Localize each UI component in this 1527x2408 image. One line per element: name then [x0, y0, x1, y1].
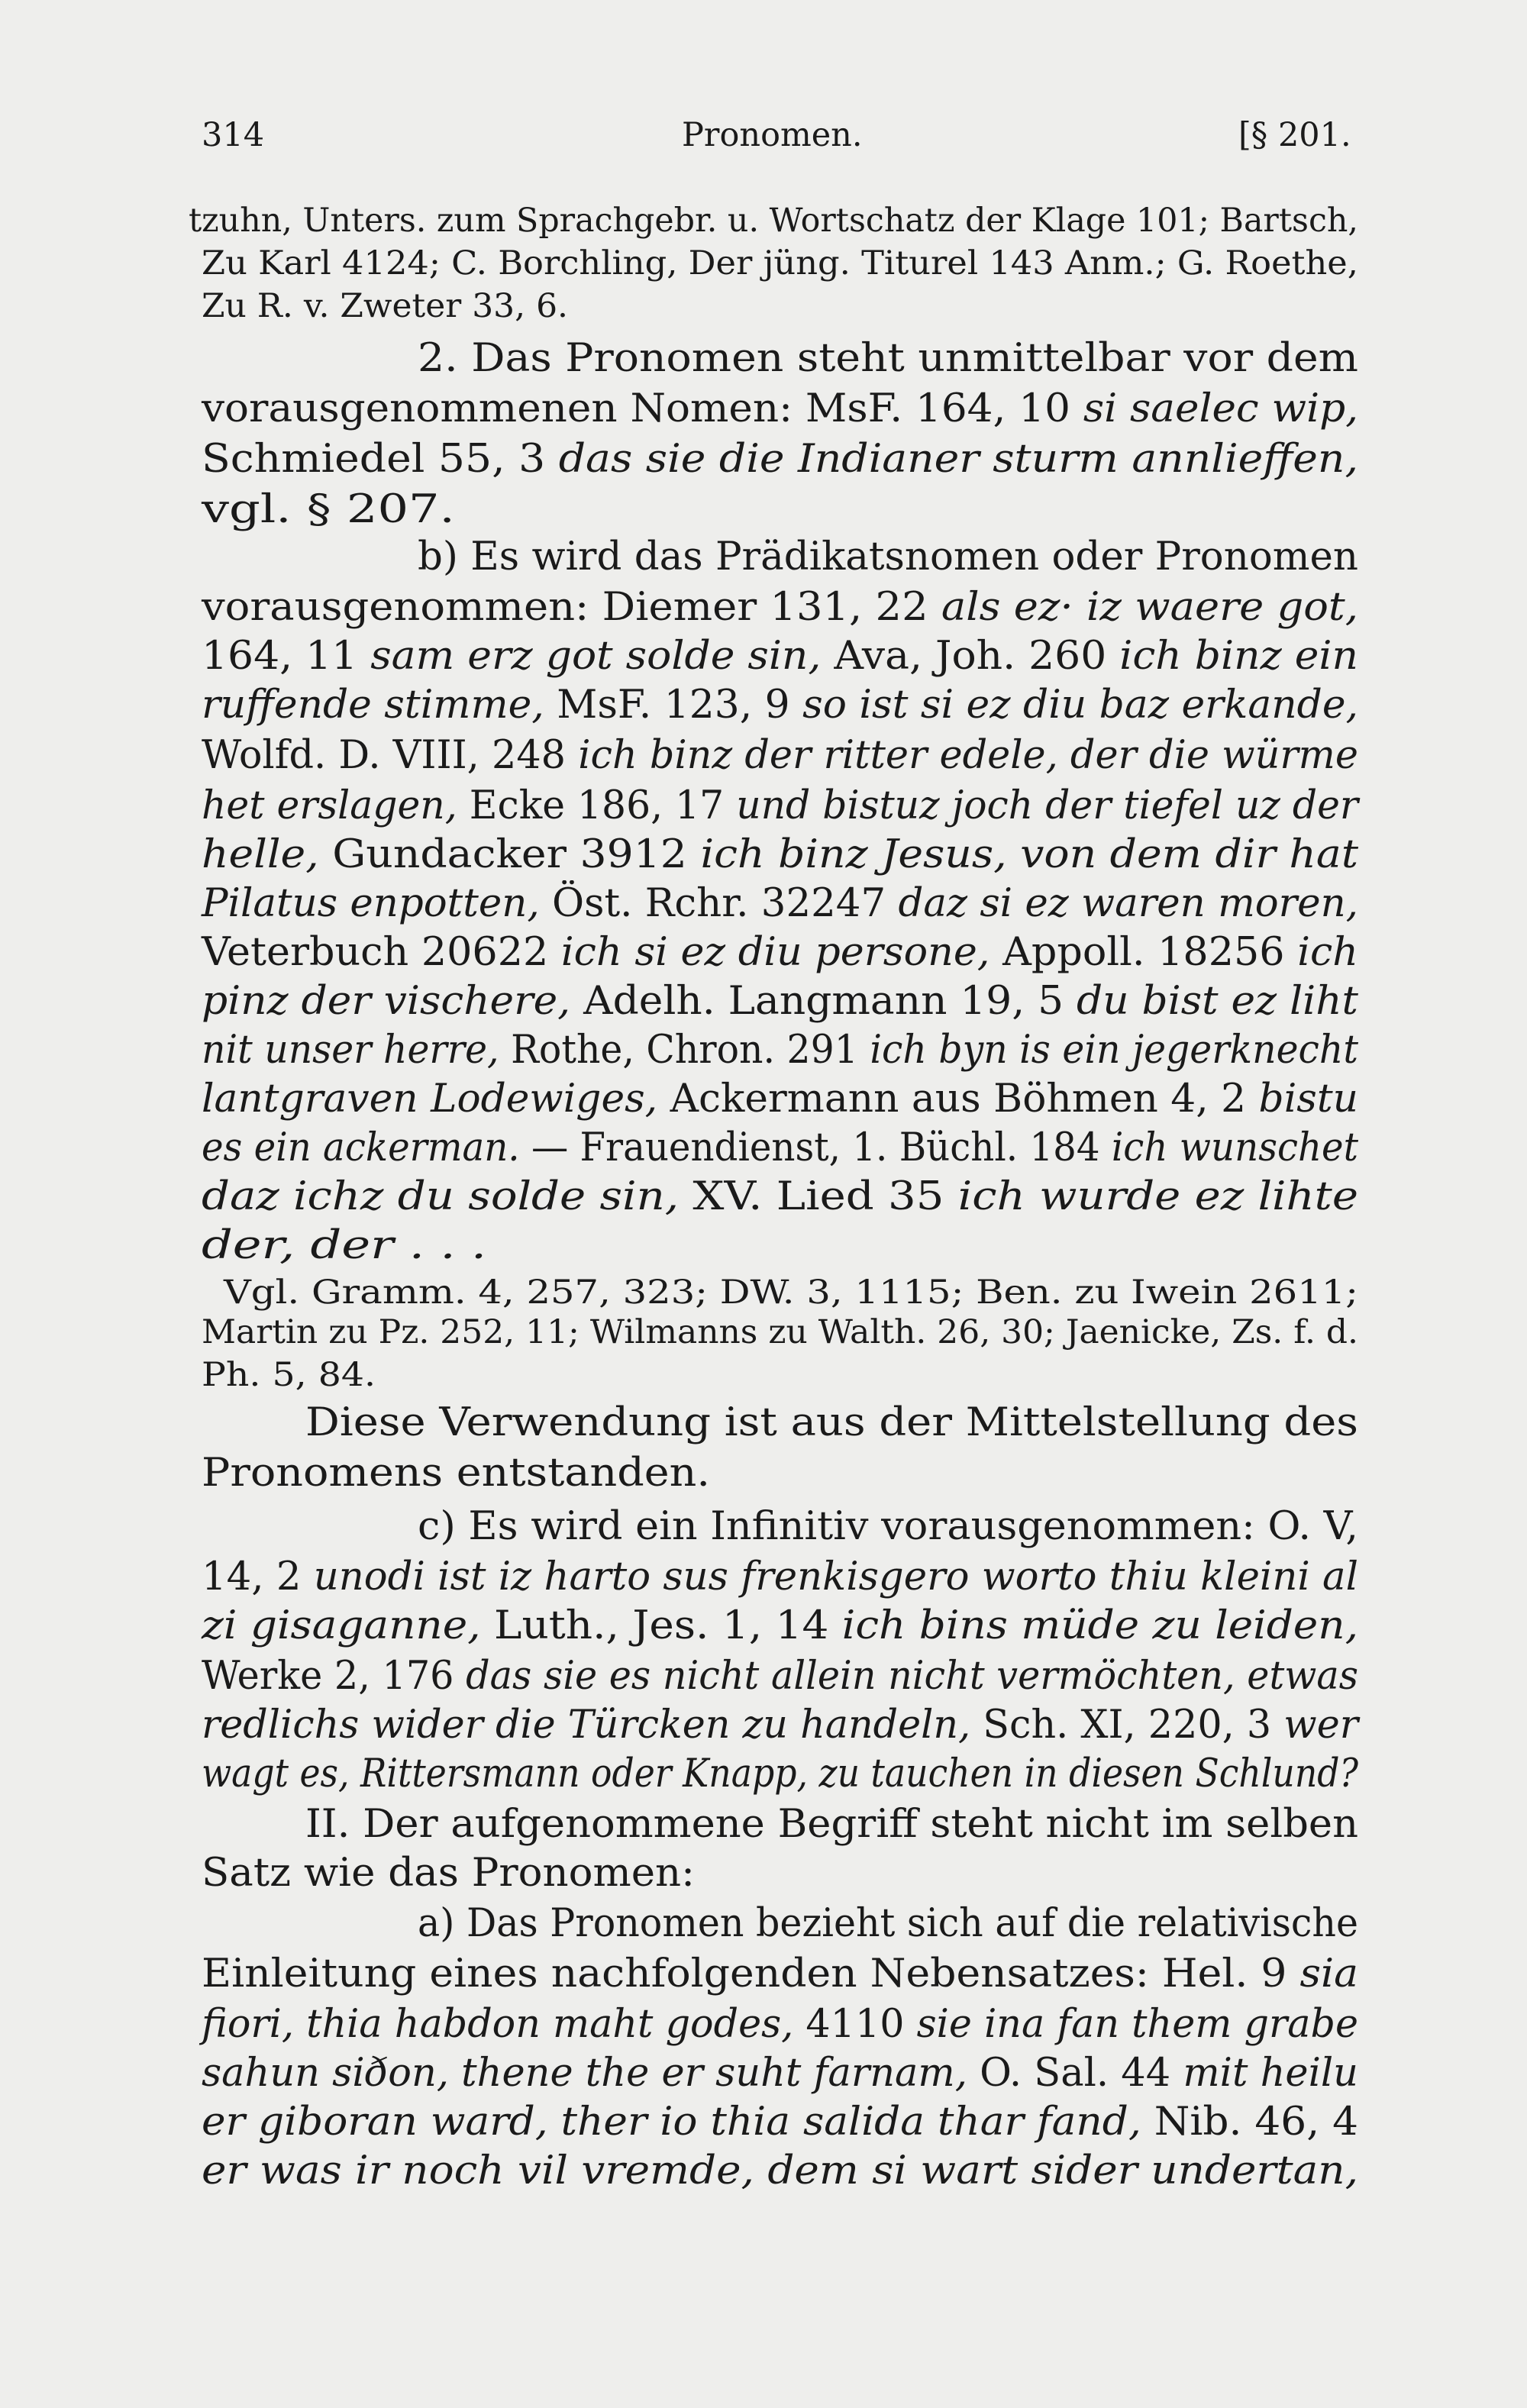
text-line — [202, 1751, 1493, 1796]
text-run: c) Es wird ein Infinitiv vorausgenommen: O. V, — [418, 1504, 1358, 1549]
text-run: vgl. § 207. — [202, 487, 455, 532]
text-run: Öst. Rchr. 32247 — [539, 881, 899, 926]
text-line — [202, 386, 1358, 431]
italic-quotation: fiori, thia habdon maht godes, — [202, 2002, 794, 2047]
text-line — [202, 1851, 695, 1896]
text-line-content — [202, 634, 1358, 679]
text-line — [202, 1451, 710, 1496]
text-run: MsF. 123, 9 — [544, 683, 803, 728]
text-line — [202, 1654, 1399, 1699]
text-line — [202, 2100, 1358, 2145]
text-line-content — [305, 1802, 1358, 1847]
italic-quotation: ich bins müde zu leiden, — [841, 1603, 1358, 1648]
text-line — [202, 1313, 1358, 1351]
text-run: tzuhn, Unters. zum Sprachgebr. u. Wortschatz der Klage 101; Bartsch, — [189, 202, 1358, 240]
italic-quotation: daz ichz du solde sin, — [202, 1174, 680, 1219]
text-run: Rothe, Chron. 291 — [499, 1028, 870, 1073]
text-line-content — [224, 1273, 1358, 1312]
text-run: Schmiedel 55, 3 — [202, 437, 559, 482]
italic-quotation: bistu — [1258, 1076, 1358, 1122]
text-line — [202, 979, 1358, 1024]
text-line-content — [418, 336, 1358, 381]
section-reference: [§ 201. — [1238, 116, 1351, 154]
page-number: 314 — [202, 116, 265, 154]
italic-quotation: ich wurde ez lihte — [957, 1174, 1358, 1219]
italic-quotation: der, der . . . — [202, 1223, 487, 1268]
text-run: a) Das Pronomen bezieht sich auf die relativische — [418, 1901, 1358, 1946]
text-run: Sch. XI, 220, 3 — [970, 1703, 1284, 1748]
text-run: Wolfd. D. VIII, 248 — [202, 733, 579, 778]
text-line-content — [202, 1603, 1358, 1648]
text-line-content — [202, 2002, 1358, 2047]
text-line — [202, 1028, 1409, 1073]
italic-quotation: das sie es nicht allein nicht vermöchten, etwas — [466, 1654, 1359, 1699]
text-line — [418, 1504, 1358, 1549]
text-line — [202, 2148, 1358, 2193]
italic-quotation: het erslagen, — [202, 783, 457, 828]
text-line-content — [202, 1703, 1358, 1748]
italic-quotation: Pilatus enpotten, — [202, 881, 540, 926]
text-line — [202, 1174, 1358, 1219]
text-run: Adelh. Langmann 19, 5 — [570, 979, 1077, 1024]
text-line-content — [202, 2100, 1358, 2145]
text-line — [202, 930, 1359, 975]
text-line — [418, 534, 1358, 579]
text-line — [202, 832, 1358, 877]
text-line — [202, 1703, 1364, 1748]
text-line-content — [202, 1313, 1358, 1351]
italic-quotation: ich byn is ein jegerknecht — [870, 1028, 1358, 1073]
text-line — [202, 1356, 376, 1394]
italic-quotation: wagt es, Rittersmann oder Knapp, zu tauchen in diesen Schlund? — [202, 1751, 1358, 1796]
text-run: Zu Karl 4124; C. Borchling, Der jüng. Titurel 143 Anm.; G. Roethe, — [202, 244, 1359, 282]
text-line — [418, 336, 1358, 381]
text-line-content — [202, 1451, 710, 1496]
italic-quotation: sie ina fan them grabe — [916, 2002, 1358, 2047]
text-line — [202, 287, 568, 325]
text-line-content — [189, 202, 1358, 240]
text-run: Ackermann aus Böhmen 4, 2 — [657, 1076, 1259, 1122]
text-line-content — [305, 1400, 1358, 1445]
text-line-content — [202, 1356, 376, 1394]
italic-quotation: ich — [1297, 930, 1359, 975]
text-line-content — [202, 1028, 1358, 1073]
text-line — [418, 1901, 1396, 1946]
text-line-content — [418, 534, 1358, 579]
text-line — [202, 1125, 1424, 1170]
italic-quotation: und bistuz joch der tiefel uz der — [736, 783, 1358, 828]
text-line-content — [202, 2148, 1358, 2193]
italic-quotation: si saelec wip, — [1083, 386, 1358, 431]
italic-quotation: so ist si ez diu baz erkande, — [802, 683, 1358, 728]
italic-quotation: ich si ez diu persone, — [560, 930, 990, 975]
italic-quotation: sahun siðon, thene the er suht farnam, — [202, 2051, 967, 2096]
text-line — [305, 1802, 1358, 1847]
text-line-content — [202, 386, 1358, 431]
text-run: Martin zu Pz. 252, 11; Wilmanns zu Walth. 26, 30; Jaenicke, Zs. f. d. — [202, 1313, 1358, 1351]
text-run: Satz wie das Pronomen: — [202, 1851, 695, 1896]
italic-quotation: ich binz Jesus, von dem dir hat — [700, 832, 1358, 877]
italic-quotation: sam erz got solde sin, — [370, 634, 822, 679]
text-run: Werke 2, 176 — [202, 1654, 466, 1699]
text-line-content — [202, 487, 455, 532]
text-run: Ph. 5, 84. — [202, 1356, 376, 1394]
italic-quotation: mit heilu — [1183, 2051, 1358, 2096]
italic-quotation: nit unser herre, — [202, 1028, 499, 1073]
text-line-content — [202, 1223, 487, 1268]
text-run: vorausgenommenen Nomen: MsF. 164, 10 — [202, 386, 1083, 431]
text-run: 2. Das Pronomen steht unmittelbar vor dem — [418, 336, 1358, 381]
text-run: 164, 11 — [202, 634, 371, 679]
text-line — [202, 783, 1374, 828]
italic-quotation: daz si ez waren moren, — [898, 881, 1359, 926]
italic-quotation: er giboran ward, ther io thia salida thar fand, — [202, 2100, 1141, 2145]
text-line — [202, 683, 1358, 728]
text-line-content — [202, 881, 1359, 926]
text-line-content — [202, 585, 1358, 630]
text-run: Einleitung eines nachfolgenden Nebensatzes: Hel. 9 — [202, 1951, 1300, 1996]
text-run: Gundacker 3912 — [318, 832, 701, 877]
text-run: Nib. 46, 4 — [1141, 2100, 1358, 2145]
text-run: O. Sal. 44 — [967, 2051, 1183, 2096]
italic-quotation: ich binz ein — [1119, 634, 1358, 679]
text-line — [202, 2002, 1364, 2047]
italic-quotation: es ein ackerman. — [202, 1125, 520, 1170]
text-line — [202, 2051, 1359, 2096]
text-line-content — [202, 1654, 1359, 1699]
text-run: — Frauendienst, 1. Büchl. 184 — [519, 1125, 1112, 1170]
text-line — [224, 1273, 1358, 1312]
text-run: XV. Lied 35 — [679, 1174, 958, 1219]
text-line-content — [418, 1504, 1358, 1549]
text-run: Luth., Jes. 1, 14 — [480, 1603, 842, 1648]
text-run: Zu R. v. Zweter 33, 6. — [202, 287, 568, 325]
text-line-content — [202, 437, 1358, 482]
italic-quotation: unodi ist iz harto sus frenkisgero worto thiu kleini al — [313, 1554, 1359, 1599]
text-run: vorausgenommen: Diemer 131, 22 — [202, 585, 941, 630]
text-line-content — [202, 2051, 1358, 2096]
text-line-content — [202, 683, 1358, 728]
text-line-content — [202, 244, 1359, 282]
italic-quotation: er was ir noch vil vremde, dem si wart sider undertan, — [202, 2148, 1358, 2193]
text-run: Diese Verwendung ist aus der Mittelstellung des — [305, 1400, 1358, 1445]
text-line — [202, 244, 1359, 282]
italic-quotation: du bist ez liht — [1077, 979, 1358, 1024]
text-run: Ava, Joh. 260 — [821, 634, 1120, 679]
text-line-content — [202, 733, 1358, 778]
text-line — [202, 437, 1358, 482]
text-run: II. Der aufgenommene Begriff steht nicht im selben — [305, 1802, 1358, 1847]
text-line-content — [202, 1554, 1359, 1599]
italic-quotation: sia — [1299, 1951, 1358, 1996]
text-run: b) Es wird das Prädikatsnomen oder Pronomen — [418, 534, 1358, 579]
text-line — [202, 733, 1361, 778]
text-run: Vgl. Gramm. 4, 257, 323; DW. 3, 1115; Ben. zu Iwein 2611; — [224, 1273, 1358, 1312]
text-line — [202, 1223, 487, 1268]
text-line — [202, 487, 455, 532]
text-line-content — [202, 1951, 1358, 1996]
text-run: 4110 — [793, 2002, 917, 2047]
italic-quotation: redlichs wider die Türcken zu handeln, — [202, 1703, 971, 1748]
running-title: Pronomen. — [682, 116, 863, 154]
italic-quotation: zi gisaganne, — [202, 1603, 481, 1648]
text-line — [189, 202, 1366, 240]
text-line — [305, 1400, 1358, 1445]
text-line-content — [202, 832, 1358, 877]
italic-quotation: ich binz der ritter edele, der die würme — [578, 733, 1358, 778]
text-line — [202, 585, 1358, 630]
text-line — [202, 1951, 1358, 1996]
italic-quotation: ruffende stimme, — [202, 683, 544, 728]
italic-quotation: als ez· iz waere got, — [941, 585, 1358, 630]
text-run: Appoll. 18256 — [989, 930, 1298, 975]
italic-quotation: wer — [1283, 1703, 1358, 1748]
text-run: 14, 2 — [202, 1554, 314, 1599]
text-line — [202, 1076, 1358, 1122]
italic-quotation: pinz der vischere, — [202, 979, 571, 1024]
italic-quotation: ich wunschet — [1111, 1125, 1358, 1170]
text-line-content — [202, 1751, 1358, 1796]
text-run: Pronomens entstanden. — [202, 1451, 710, 1496]
text-line — [202, 881, 1359, 926]
text-line — [202, 634, 1358, 679]
text-run: Ecke 186, 17 — [457, 783, 737, 828]
text-line-content — [202, 930, 1359, 975]
text-line — [202, 1603, 1358, 1648]
text-line-content — [202, 1125, 1358, 1170]
italic-quotation: das sie die Indianer sturm annlieffen, — [558, 437, 1358, 482]
italic-quotation: helle, — [202, 832, 319, 877]
italic-quotation: lantgraven Lodewiges, — [202, 1076, 658, 1122]
text-line-content — [202, 783, 1358, 828]
text-line — [202, 1554, 1359, 1599]
text-line-content — [418, 1901, 1358, 1946]
text-line-content — [202, 1174, 1358, 1219]
text-line-content — [202, 979, 1358, 1024]
text-line-content — [202, 1851, 695, 1896]
text-line-content — [202, 287, 568, 325]
text-line-content — [202, 1076, 1358, 1122]
text-run: Veterbuch 20622 — [202, 930, 561, 975]
